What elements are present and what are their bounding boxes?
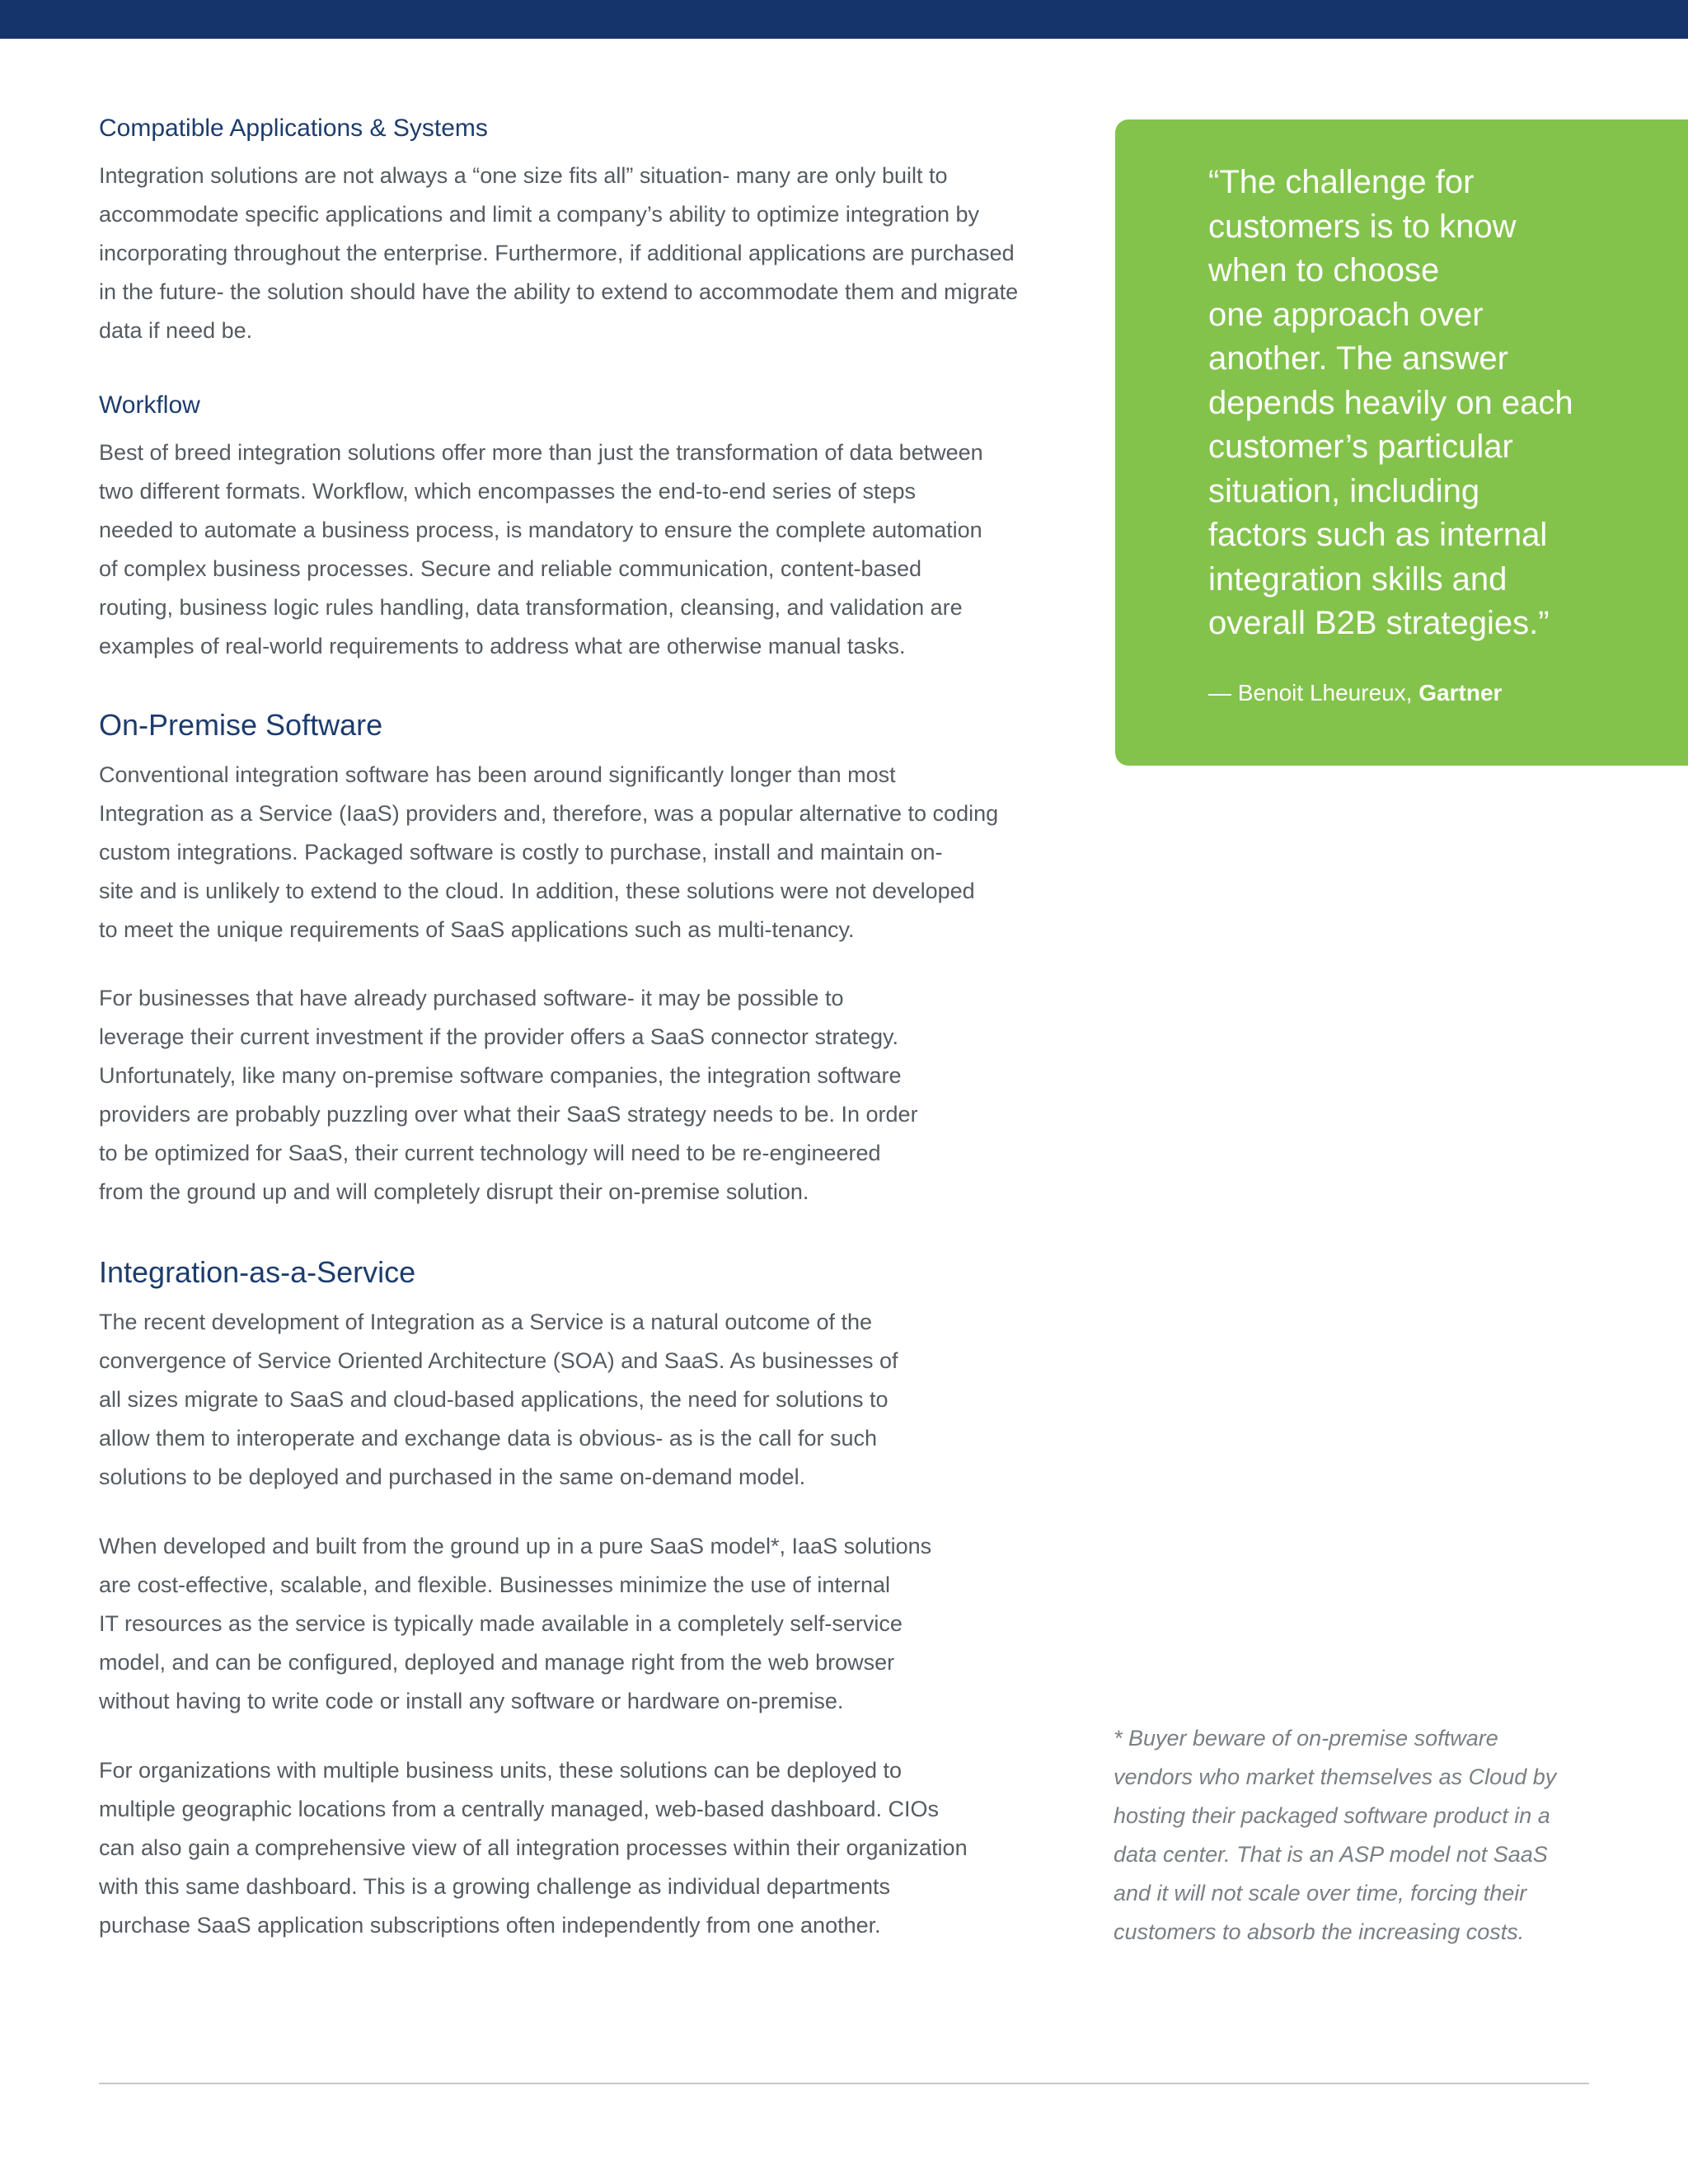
quote-line: factors such as internal bbox=[1208, 517, 1548, 553]
text-line: of complex business processes. Secure and reliable communication, content-based bbox=[99, 556, 922, 581]
quote-line: another. The answer bbox=[1208, 340, 1508, 377]
attribution-name: — Benoit Lheureux, bbox=[1208, 680, 1419, 705]
text-line: allow them to interoperate and exchange data is obvious- as is the call for such bbox=[99, 1426, 878, 1451]
text-line: site and is unlikely to extend to the cloud. In addition, these solutions were not developed bbox=[99, 879, 975, 903]
footnote-line: vendors who market themselves as Cloud by bbox=[1114, 1765, 1557, 1789]
footnote-line: customers to absorb the increasing costs. bbox=[1114, 1919, 1525, 1944]
paragraph-iaas-1 bbox=[99, 1303, 898, 1497]
paragraph-compatible-applications bbox=[99, 157, 1018, 350]
section-heading-on-premise-software: On-Premise Software bbox=[99, 708, 383, 742]
paragraph-on-premise-2 bbox=[99, 979, 918, 1212]
footnote-line: data center. That is an ASP model not SaaS bbox=[1114, 1842, 1548, 1867]
text-line: without having to write code or install any software or hardware on-premise. bbox=[99, 1689, 844, 1713]
quote-line: one approach over bbox=[1208, 296, 1484, 333]
section-heading-workflow: Workflow bbox=[99, 391, 200, 419]
text-line: all sizes migrate to SaaS and cloud-based applications, the need for solutions to bbox=[99, 1387, 889, 1412]
quote-attribution bbox=[1208, 678, 1502, 708]
footnote-line: hosting their packaged software product in a bbox=[1114, 1803, 1550, 1828]
text-line: incorporating throughout the enterprise. Furthermore, if additional applications are purchased bbox=[99, 241, 1015, 265]
quote-line: situation, including bbox=[1208, 472, 1480, 509]
attribution-org: Gartner bbox=[1418, 680, 1503, 705]
paragraph-iaas-2 bbox=[99, 1527, 931, 1721]
text-line: convergence of Service Oriented Architecture (SOA) and SaaS. As businesses of bbox=[99, 1348, 898, 1373]
text-line: multiple geographic locations from a centrally managed, web-based dashboard. CIOs bbox=[99, 1797, 940, 1821]
text-line: data if need be. bbox=[99, 318, 253, 343]
text-line: in the future- the solution should have the ability to extend to accommodate them and migrate bbox=[99, 279, 1019, 304]
text-line: from the ground up and will completely disrupt their on-premise solution. bbox=[99, 1179, 809, 1204]
text-line: examples of real-world requirements to address what are otherwise manual tasks. bbox=[99, 634, 906, 658]
section-heading-compatible-applications: Compatible Applications & Systems bbox=[99, 115, 488, 142]
text-line: Unfortunately, like many on-premise software companies, the integration software bbox=[99, 1063, 902, 1088]
text-line: with this same dashboard. This is a growing challenge as individual departments bbox=[99, 1874, 891, 1899]
text-line: leverage their current investment if the provider offers a SaaS connector strategy. bbox=[99, 1024, 898, 1049]
pull-quote-box bbox=[1115, 120, 1688, 766]
text-line: model, and can be configured, deployed and manage right from the web browser bbox=[99, 1650, 895, 1675]
quote-line: customers is to know bbox=[1208, 208, 1517, 245]
text-line: needed to automate a business process, is mandatory to ensure the complete automation bbox=[99, 518, 982, 542]
text-line: Best of breed integration solutions offer more than just the transformation of data between bbox=[99, 440, 983, 465]
text-line: solutions to be deployed and purchased in the same on-demand model. bbox=[99, 1465, 806, 1489]
quote-line: “The challenge for bbox=[1208, 164, 1475, 200]
text-line: For organizations with multiple business units, these solutions can be deployed to bbox=[99, 1758, 903, 1783]
header-bar bbox=[0, 0, 1688, 39]
section-heading-integration-as-a-service: Integration-as-a-Service bbox=[99, 1255, 416, 1289]
text-line: can also gain a comprehensive view of all integration processes within their organization bbox=[99, 1835, 968, 1860]
pull-quote-text bbox=[1208, 161, 1573, 646]
text-line: to be optimized for SaaS, their current technology will need to be re-engineered bbox=[99, 1141, 881, 1165]
text-line: Integration as a Service (IaaS) providers and, therefore, was a popular alternative to coding bbox=[99, 801, 999, 826]
quote-line: integration skills and bbox=[1208, 560, 1507, 598]
quote-line: overall B2B strategies.” bbox=[1208, 605, 1550, 641]
text-line: The recent development of Integration as a Service is a natural outcome of the bbox=[99, 1310, 873, 1334]
text-line: Integration solutions are not always a “one size fits all” situation- many are only built to bbox=[99, 163, 948, 188]
text-line: purchase SaaS application subscriptions often independently from one another. bbox=[99, 1913, 881, 1938]
text-line: are cost-effective, scalable, and flexible. Businesses minimize the use of internal bbox=[99, 1572, 890, 1597]
text-line: custom integrations. Packaged software is costly to purchase, install and maintain on- bbox=[99, 840, 943, 865]
text-line: When developed and built from the ground up in a pure SaaS model*, IaaS solutions bbox=[99, 1534, 932, 1558]
quote-line: customer’s particular bbox=[1208, 429, 1513, 465]
paragraph-on-premise-1 bbox=[99, 756, 998, 949]
footnote-line: * Buyer beware of on-premise software bbox=[1114, 1726, 1498, 1750]
text-line: accommodate specific applications and limit a company’s ability to optimize integration by bbox=[99, 202, 980, 227]
footnote-line: and it will not scale over time, forcing their bbox=[1114, 1881, 1527, 1905]
text-line: two different formats. Workflow, which encompasses the end-to-end series of steps bbox=[99, 479, 916, 504]
paragraph-workflow bbox=[99, 434, 983, 666]
footnote bbox=[1114, 1719, 1556, 1952]
text-line: providers are probably puzzling over what their SaaS strategy needs to be. In order bbox=[99, 1102, 918, 1127]
text-line: to meet the unique requirements of SaaS applications such as multi-tenancy. bbox=[99, 917, 855, 942]
text-line: routing, business logic rules handling, data transformation, cleansing, and validation are bbox=[99, 595, 963, 620]
bottom-divider bbox=[99, 2083, 1589, 2084]
quote-line: depends heavily on each bbox=[1208, 384, 1573, 421]
text-line: IT resources as the service is typically made available in a completely self-service bbox=[99, 1611, 903, 1636]
paragraph-iaas-3 bbox=[99, 1751, 968, 1945]
text-line: For businesses that have already purchased software- it may be possible to bbox=[99, 986, 844, 1010]
text-line: Conventional integration software has been around significantly longer than most bbox=[99, 762, 896, 787]
quote-line: when to choose bbox=[1208, 252, 1440, 288]
